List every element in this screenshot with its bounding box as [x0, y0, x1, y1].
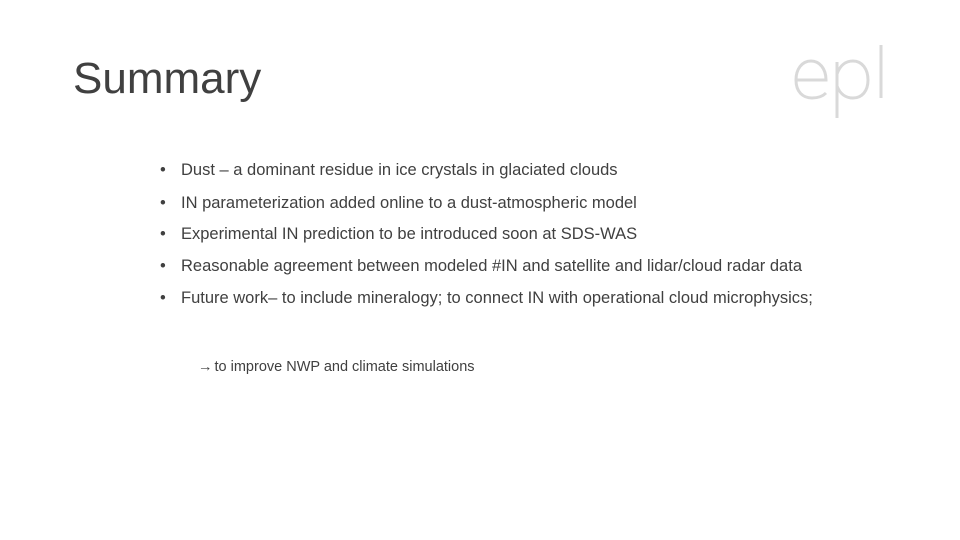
bullet-marker: •: [160, 289, 166, 307]
slide-title: Summary: [73, 54, 262, 103]
bullet-item: [160, 160, 820, 181]
bullet-marker: •: [160, 225, 166, 243]
bullet-item: [160, 288, 820, 309]
bullet-text: Experimental IN prediction to be introduced soon at SDS-WAS: [181, 225, 638, 243]
bullet-item: [160, 224, 820, 245]
epl-logo: [790, 40, 890, 120]
sub-point: [198, 357, 475, 377]
bullet-text: Dust – a dominant residue in ice crystals in glaciated clouds: [181, 161, 618, 179]
sub-point-text: to improve NWP and climate simulations: [214, 359, 475, 375]
bullet-marker: •: [160, 257, 166, 275]
bullet-marker: •: [160, 194, 166, 212]
bullet-item: [160, 193, 820, 214]
bullet-list: [160, 160, 820, 309]
bullet-item: [160, 256, 820, 277]
bullet-text: Reasonable agreement between modeled #IN and satellite and lidar/cloud radar data: [181, 257, 802, 275]
bullet-marker: •: [160, 161, 166, 179]
bullet-text: IN parameterization added online to a dust-atmospheric model: [181, 194, 637, 212]
arrow-icon: →: [198, 359, 213, 375]
bullet-text: Future work– to include mineralogy; to connect IN with operational cloud microphysics;: [181, 289, 813, 307]
